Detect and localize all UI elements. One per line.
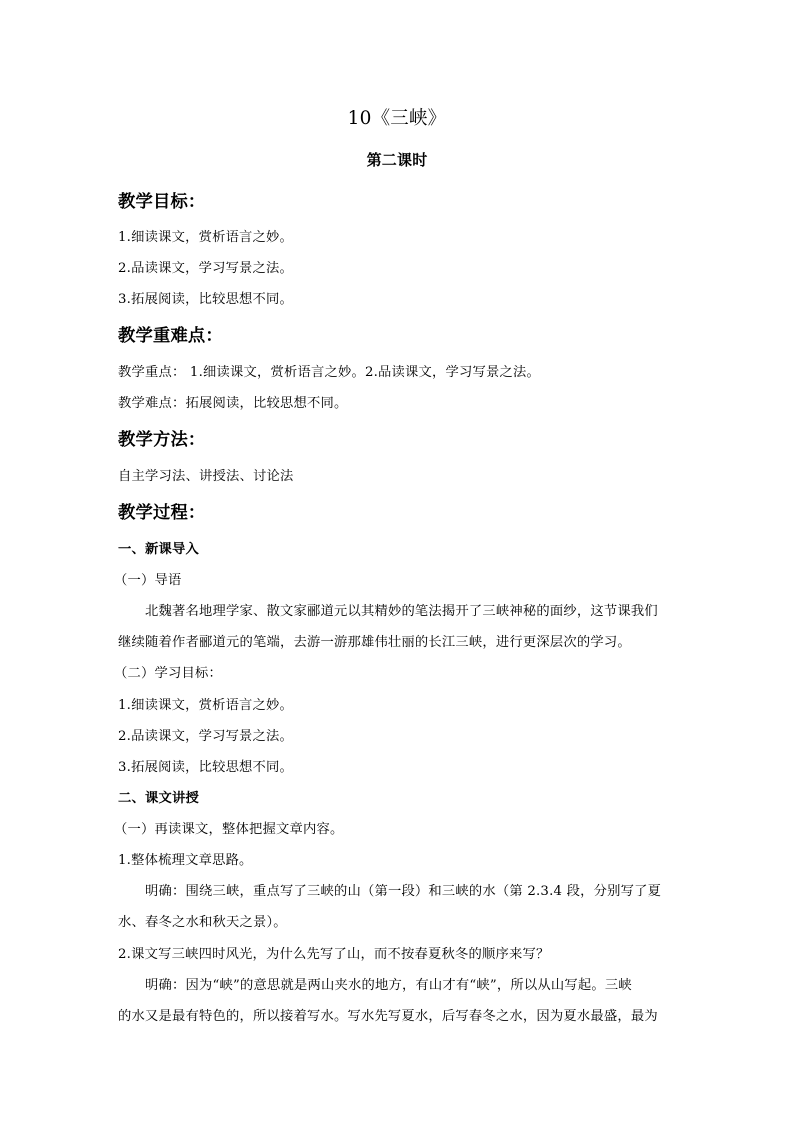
methods-heading: 教学方法： [118,430,206,450]
section-heading: 二、课文讲授 [118,791,199,806]
subsection-heading: （一）导语 [114,573,182,588]
paragraph-line: 北魏著名地理学家、散文家郦道元以其精妙的笔法揭开了三峡神秘的面纱，这节课我们 [145,604,658,619]
methods-text: 自主学习法、讲授法、讨论法 [118,469,294,484]
question-text: 2.课文写三峡四时风光，为什么先写了山，而不按春夏秋冬的顺序来写？ [118,947,550,962]
section-heading: 一、新课导入 [118,542,199,557]
key-point-text: 教学重点： 1.细读课文，赏析语言之妙。2.品读课文，学习写景之法。 [118,365,541,380]
paragraph-line: 继续随着作者郦道元的笔端，去游一游那雄伟壮丽的长江三峡，进行更深层次的学习。 [118,635,631,650]
answer-line: 明确：围绕三峡，重点写了三峡的山（第一段）和三峡的水（第 2.3.4 段，分别写了夏 [145,884,662,899]
objectives-heading: 教学目标： [118,192,206,212]
objective-item: 2.品读课文，学习写景之法。 [118,261,294,276]
subsection-heading: （一）再读课文，整体把握文章内容。 [114,822,344,837]
key-points-heading: 教学重难点： [118,326,223,346]
difficult-point-text: 教学难点：拓展阅读，比较思想不同。 [118,396,348,411]
answer-line: 的水又是最有特色的，所以接着写水。写水先写夏水，后写春冬之水，因为夏水最盛，最为 [118,1009,658,1024]
answer-line: 水、春冬之水和秋天之景）。 [118,915,287,930]
question-text: 1.整体梳理文章思路。 [118,853,253,868]
answer-line: 明确：因为“峡”的意思就是两山夹水的地方，有山才有“峡”，所以从山写起。三峡 [145,978,632,993]
objective-item: 3.拓展阅读，比较思想不同。 [118,292,294,307]
goal-item: 1.细读课文，赏析语言之妙。 [118,698,294,713]
page-title: 10《三峡》 [347,108,447,129]
goal-item: 2.品读课文，学习写景之法。 [118,729,294,744]
goal-item: 3.拓展阅读，比较思想不同。 [118,760,294,775]
process-heading: 教学过程： [118,503,206,523]
page-subtitle: 第二课时 [366,151,428,169]
subsection-heading: （二）学习目标： [114,666,222,681]
objective-item: 1.细读课文，赏析语言之妙。 [118,230,294,245]
